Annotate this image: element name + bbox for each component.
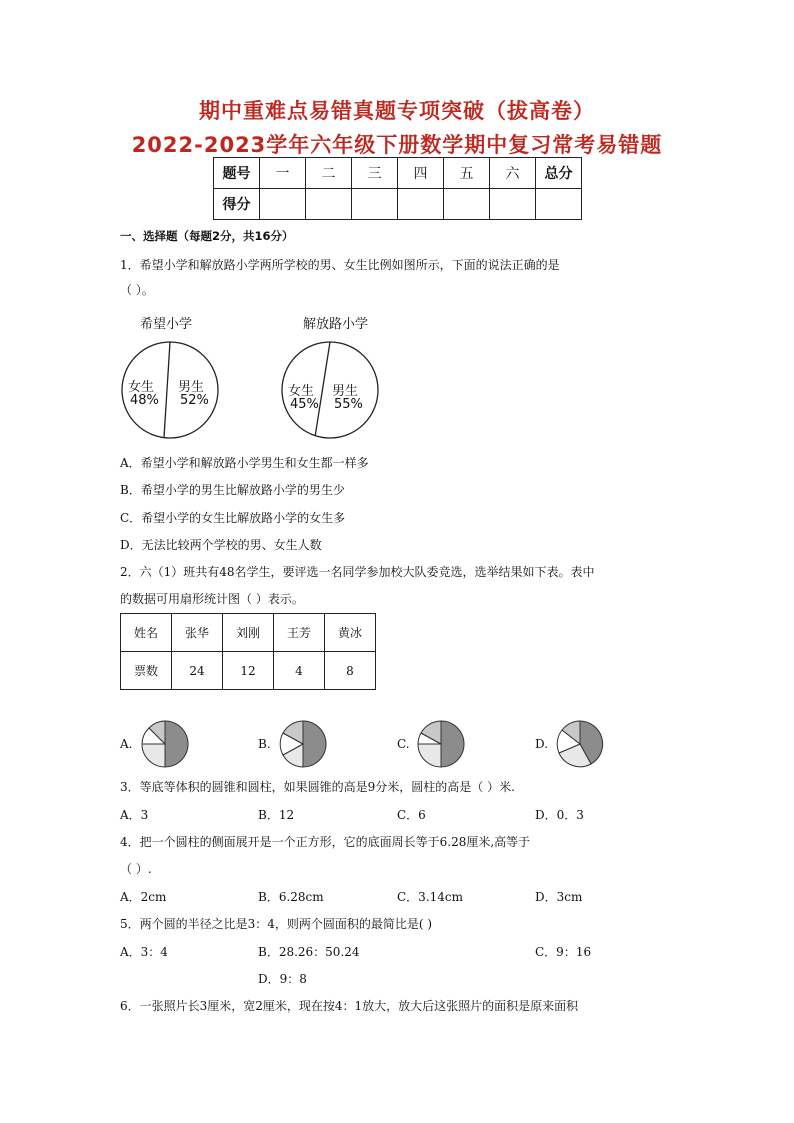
score-cell[interactable] [536,189,582,220]
pie-right-girl-label: 女生 [288,384,315,399]
pie-title-left: 希望小学 [140,317,193,332]
score-cell[interactable] [398,189,444,220]
score-header-cell: 五 [444,158,490,189]
score-header-cell: 一 [260,158,306,189]
question-1-text-cont: （ ）。 [120,283,154,297]
vote-header-cell: 刘刚 [223,614,274,652]
section-heading: 一、选择题（每题2分，共16分） [120,229,294,243]
pie-left-girl-pct: 48% [130,393,159,408]
q3-option-d[interactable]: D．0．3 [535,808,584,822]
q2-option-a[interactable]: A. [120,737,133,751]
pie-left-girl-label: 女生 [128,380,155,395]
q2-option-b-pie [278,719,328,769]
vote-table-data-row [121,652,376,690]
question-3-text: 3．等底等体积的圆锥和圆柱，如果圆锥的高是9分米，圆柱的高是（ ）米. [120,780,515,794]
pie-right-boy-pct: 55% [334,397,363,412]
question-4-text: 4．把一个圆柱的侧面展开是一个正方形，它的底面周长等于6.28厘米,高等于 [120,835,531,849]
q5-option-d[interactable]: D．9：8 [258,972,307,986]
q3-option-a[interactable]: A．3 [120,808,149,822]
title-line-1: 期中重难点易错真题专项突破（拔高卷） [199,99,595,123]
question-5-text: 5．两个圆的半径之比是3：4，则两个圆面积的最简比是( ) [120,917,433,931]
q4-option-c[interactable]: C．3.14cm [397,890,464,904]
score-label-cell: 得分 [214,189,260,220]
title-line-2: 2022-2023学年六年级下册数学期中复习常考易错题 [131,133,663,157]
q5-option-a[interactable]: A．3：4 [120,945,168,959]
q1-option-c[interactable]: C．希望小学的女生比解放路小学的女生多 [120,511,346,525]
q1-option-a[interactable]: A．希望小学和解放路小学男生和女生都一样多 [120,456,369,470]
q3-option-c[interactable]: C．6 [397,808,426,822]
vote-header-cell: 王芳 [274,614,325,652]
q4-option-b[interactable]: B．6.28cm [258,890,324,904]
vote-cell: 12 [223,652,274,690]
vote-header-cell: 张华 [172,614,223,652]
q4-option-d[interactable]: D．3cm [535,890,583,904]
q2-option-a-pie [140,719,190,769]
pie-right-girl-pct: 45% [290,397,319,412]
vote-header-cell: 黄冰 [325,614,376,652]
vote-cell: 8 [325,652,376,690]
score-header-cell: 题号 [214,158,260,189]
pie-left-boy-label: 男生 [178,380,205,395]
score-cell[interactable] [352,189,398,220]
vote-cell: 24 [172,652,223,690]
score-table-header-row [214,158,582,189]
q1-option-d[interactable]: D．无法比较两个学校的男、女生人数 [120,538,322,552]
score-header-cell: 二 [306,158,352,189]
pie-right-boy-label: 男生 [332,384,359,399]
score-header-cell: 总分 [536,158,582,189]
score-table-score-row [214,189,582,220]
q2-option-d-pie [555,719,605,769]
score-cell[interactable] [490,189,536,220]
q2-option-b[interactable]: B. [258,737,271,751]
pie-title-right: 解放路小学 [303,317,369,332]
pie-left-boy-pct: 52% [180,393,209,408]
vote-cell: 票数 [121,652,172,690]
q2-option-c[interactable]: C. [397,737,410,751]
question-1-text: 1．希望小学和解放路小学两所学校的男、女生比例如图所示，下面的说法正确的是 [120,258,560,272]
score-header-cell: 三 [352,158,398,189]
score-table [213,157,582,220]
q3-option-b[interactable]: B．12 [258,808,295,822]
q5-option-c[interactable]: C．9：16 [535,945,592,959]
score-header-cell: 六 [490,158,536,189]
question-4-text-cont: （ ）. [120,862,152,876]
vote-cell: 4 [274,652,325,690]
score-header-cell: 四 [398,158,444,189]
score-cell[interactable] [444,189,490,220]
score-cell[interactable] [306,189,352,220]
question-6-text: 6．一张照片长3厘米，宽2厘米，现在按4：1放大，放大后这张照片的面积是原来面积 [120,999,579,1013]
q2-option-c-pie [416,719,466,769]
vote-table [120,613,376,690]
question-2-text: 2．六（1）班共有48名学生，要评选一名同学参加校大队委竞选，选举结果如下表。表中 [120,565,595,579]
question-2-text-cont: 的数据可用扇形统计图（ ）表示。 [120,592,304,606]
score-cell[interactable] [260,189,306,220]
q2-option-d[interactable]: D. [535,737,549,751]
q5-option-b[interactable]: B．28.26：50.24 [258,945,360,959]
q1-option-b[interactable]: B．希望小学的男生比解放路小学的男生少 [120,483,345,497]
q4-option-a[interactable]: A．2cm [120,890,167,904]
vote-header-cell: 姓名 [121,614,172,652]
vote-table-header-row [121,614,376,652]
